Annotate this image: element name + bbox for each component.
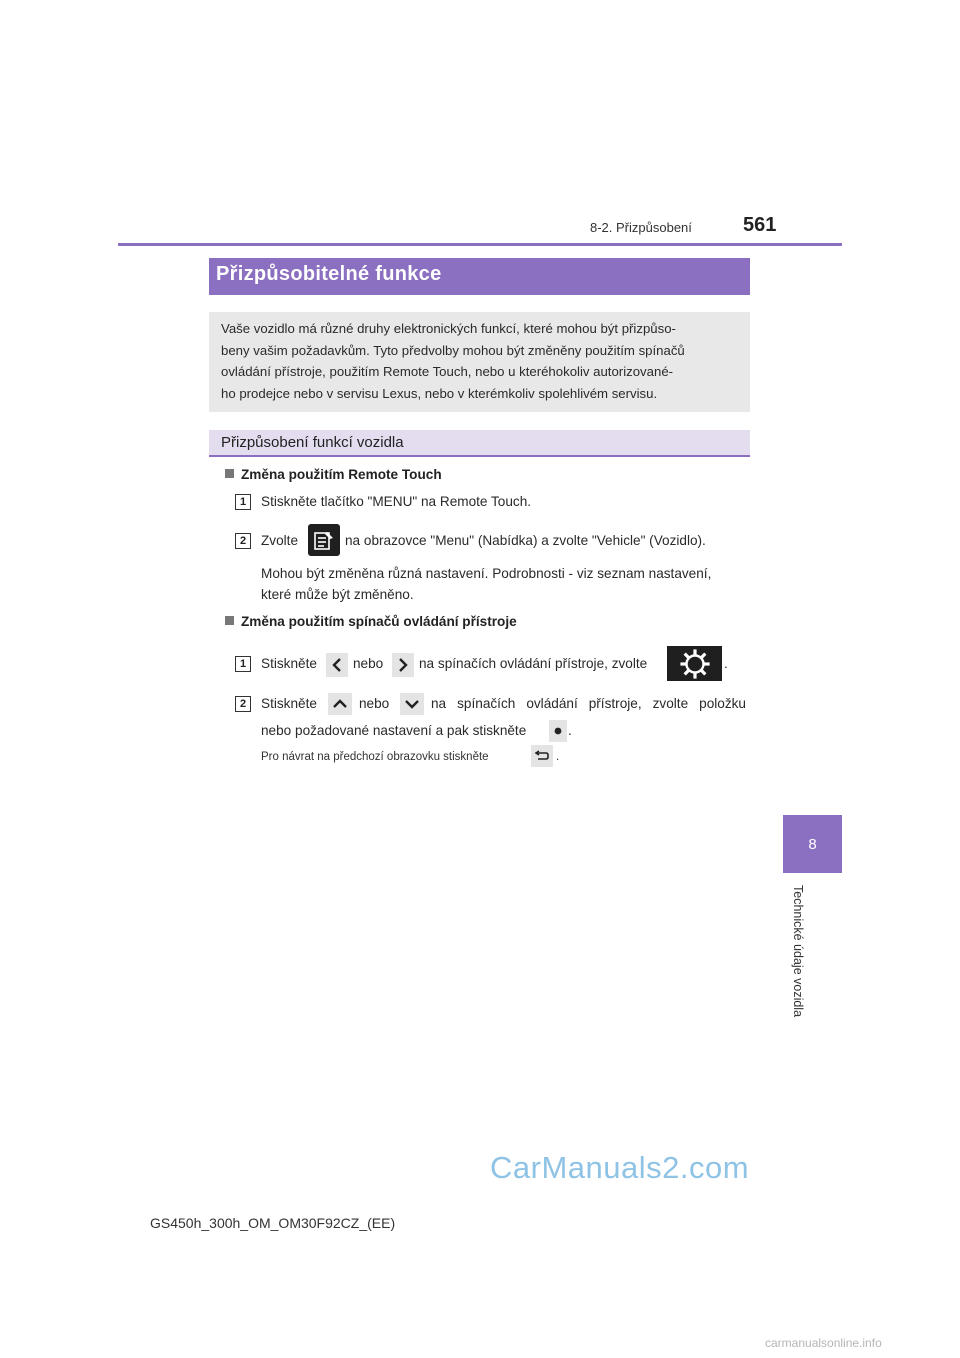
step-text: nebo xyxy=(359,696,390,711)
dot-icon xyxy=(549,720,567,742)
step-number: 1 xyxy=(235,656,251,672)
step-text: Stiskněte xyxy=(261,656,317,671)
chevron-right-icon xyxy=(392,653,414,677)
chevron-left-icon xyxy=(326,653,348,677)
step-text: . xyxy=(568,723,572,738)
page-title: Přizpůsobitelné funkce xyxy=(209,258,750,295)
intro-line: ovládání přístroje, použitím Remote Touch, nebo u kteréhokoliv autorizované- xyxy=(221,364,674,379)
intro-box xyxy=(209,312,750,412)
step-text: Stiskněte xyxy=(261,696,317,711)
header-rule xyxy=(118,243,842,246)
intro-line: beny vašim požadavkům. Tyto předvolby mohou být změněny použitím spínačů xyxy=(221,342,685,358)
chevron-down-icon xyxy=(400,693,424,715)
step-text: na spínačích ovládání přístroje, zvolte xyxy=(419,656,648,671)
chapter-tab[interactable] xyxy=(783,815,842,873)
step-text-pre: Zvolte xyxy=(261,533,299,548)
step-note-line: které může být změněno. xyxy=(261,587,414,602)
gear-icon xyxy=(667,646,722,681)
intro-line: Vaše vozidlo má různé druhy elektronických funkcí, které mohou být přizpůso- xyxy=(221,321,676,336)
page-number: 561 xyxy=(743,214,777,236)
vehicle-settings-icon xyxy=(308,524,340,556)
watermark-carmanuals2[interactable]: CarManuals2.com xyxy=(490,1150,750,1185)
subheading: Přizpůsobení funkcí vozidla xyxy=(209,430,750,457)
step-text: . xyxy=(724,656,728,671)
watermark-carmanualsonline[interactable]: carmanualsonline.info xyxy=(765,1336,882,1350)
intro-line: ho prodejce nebo v servisu Lexus, nebo v kterémkoliv spolehlivém servisu. xyxy=(221,385,658,401)
back-note-end: . xyxy=(556,751,560,763)
step-text: nebo xyxy=(353,656,384,671)
chapter-title: Technické údaje vozidla xyxy=(791,885,805,1018)
step-number: 2 xyxy=(235,533,251,549)
bullet-heading-text: Změna použitím Remote Touch xyxy=(241,467,442,482)
back-arrow-icon xyxy=(531,745,553,767)
bullet-heading-remote-touch xyxy=(225,467,442,482)
step-number: 1 xyxy=(235,494,251,510)
step-number: 2 xyxy=(235,696,251,712)
document-code: GS450h_300h_OM_OM30F92CZ_(EE) xyxy=(150,1215,396,1231)
step-text: nebo požadované nastavení a pak stiskněte xyxy=(261,723,527,738)
section-label: 8-2. Přizpůsobení xyxy=(590,220,692,235)
chevron-up-icon xyxy=(328,693,352,715)
back-note-text: Pro návrat na předchozí obrazovku stiskněte xyxy=(261,751,489,763)
step-text: Stiskněte tlačítko "MENU" na Remote Touch. xyxy=(261,494,532,509)
chapter-number: 8 xyxy=(808,835,817,853)
step-text: na spínačích ovládání přístroje, zvolte položku xyxy=(431,696,746,711)
step-note-line: Mohou být změněna různá nastavení. Podrobnosti - viz seznam nastavení, xyxy=(261,566,712,581)
square-bullet-icon xyxy=(225,616,234,625)
square-bullet-icon xyxy=(225,469,234,478)
step-text-post: na obrazovce "Menu" (Nabídka) a zvolte "Vehicle" (Vozidlo). xyxy=(345,533,706,548)
bullet-heading-instrument-switches xyxy=(225,614,517,629)
bullet-heading-text: Změna použitím spínačů ovládání přístroje xyxy=(241,614,517,629)
